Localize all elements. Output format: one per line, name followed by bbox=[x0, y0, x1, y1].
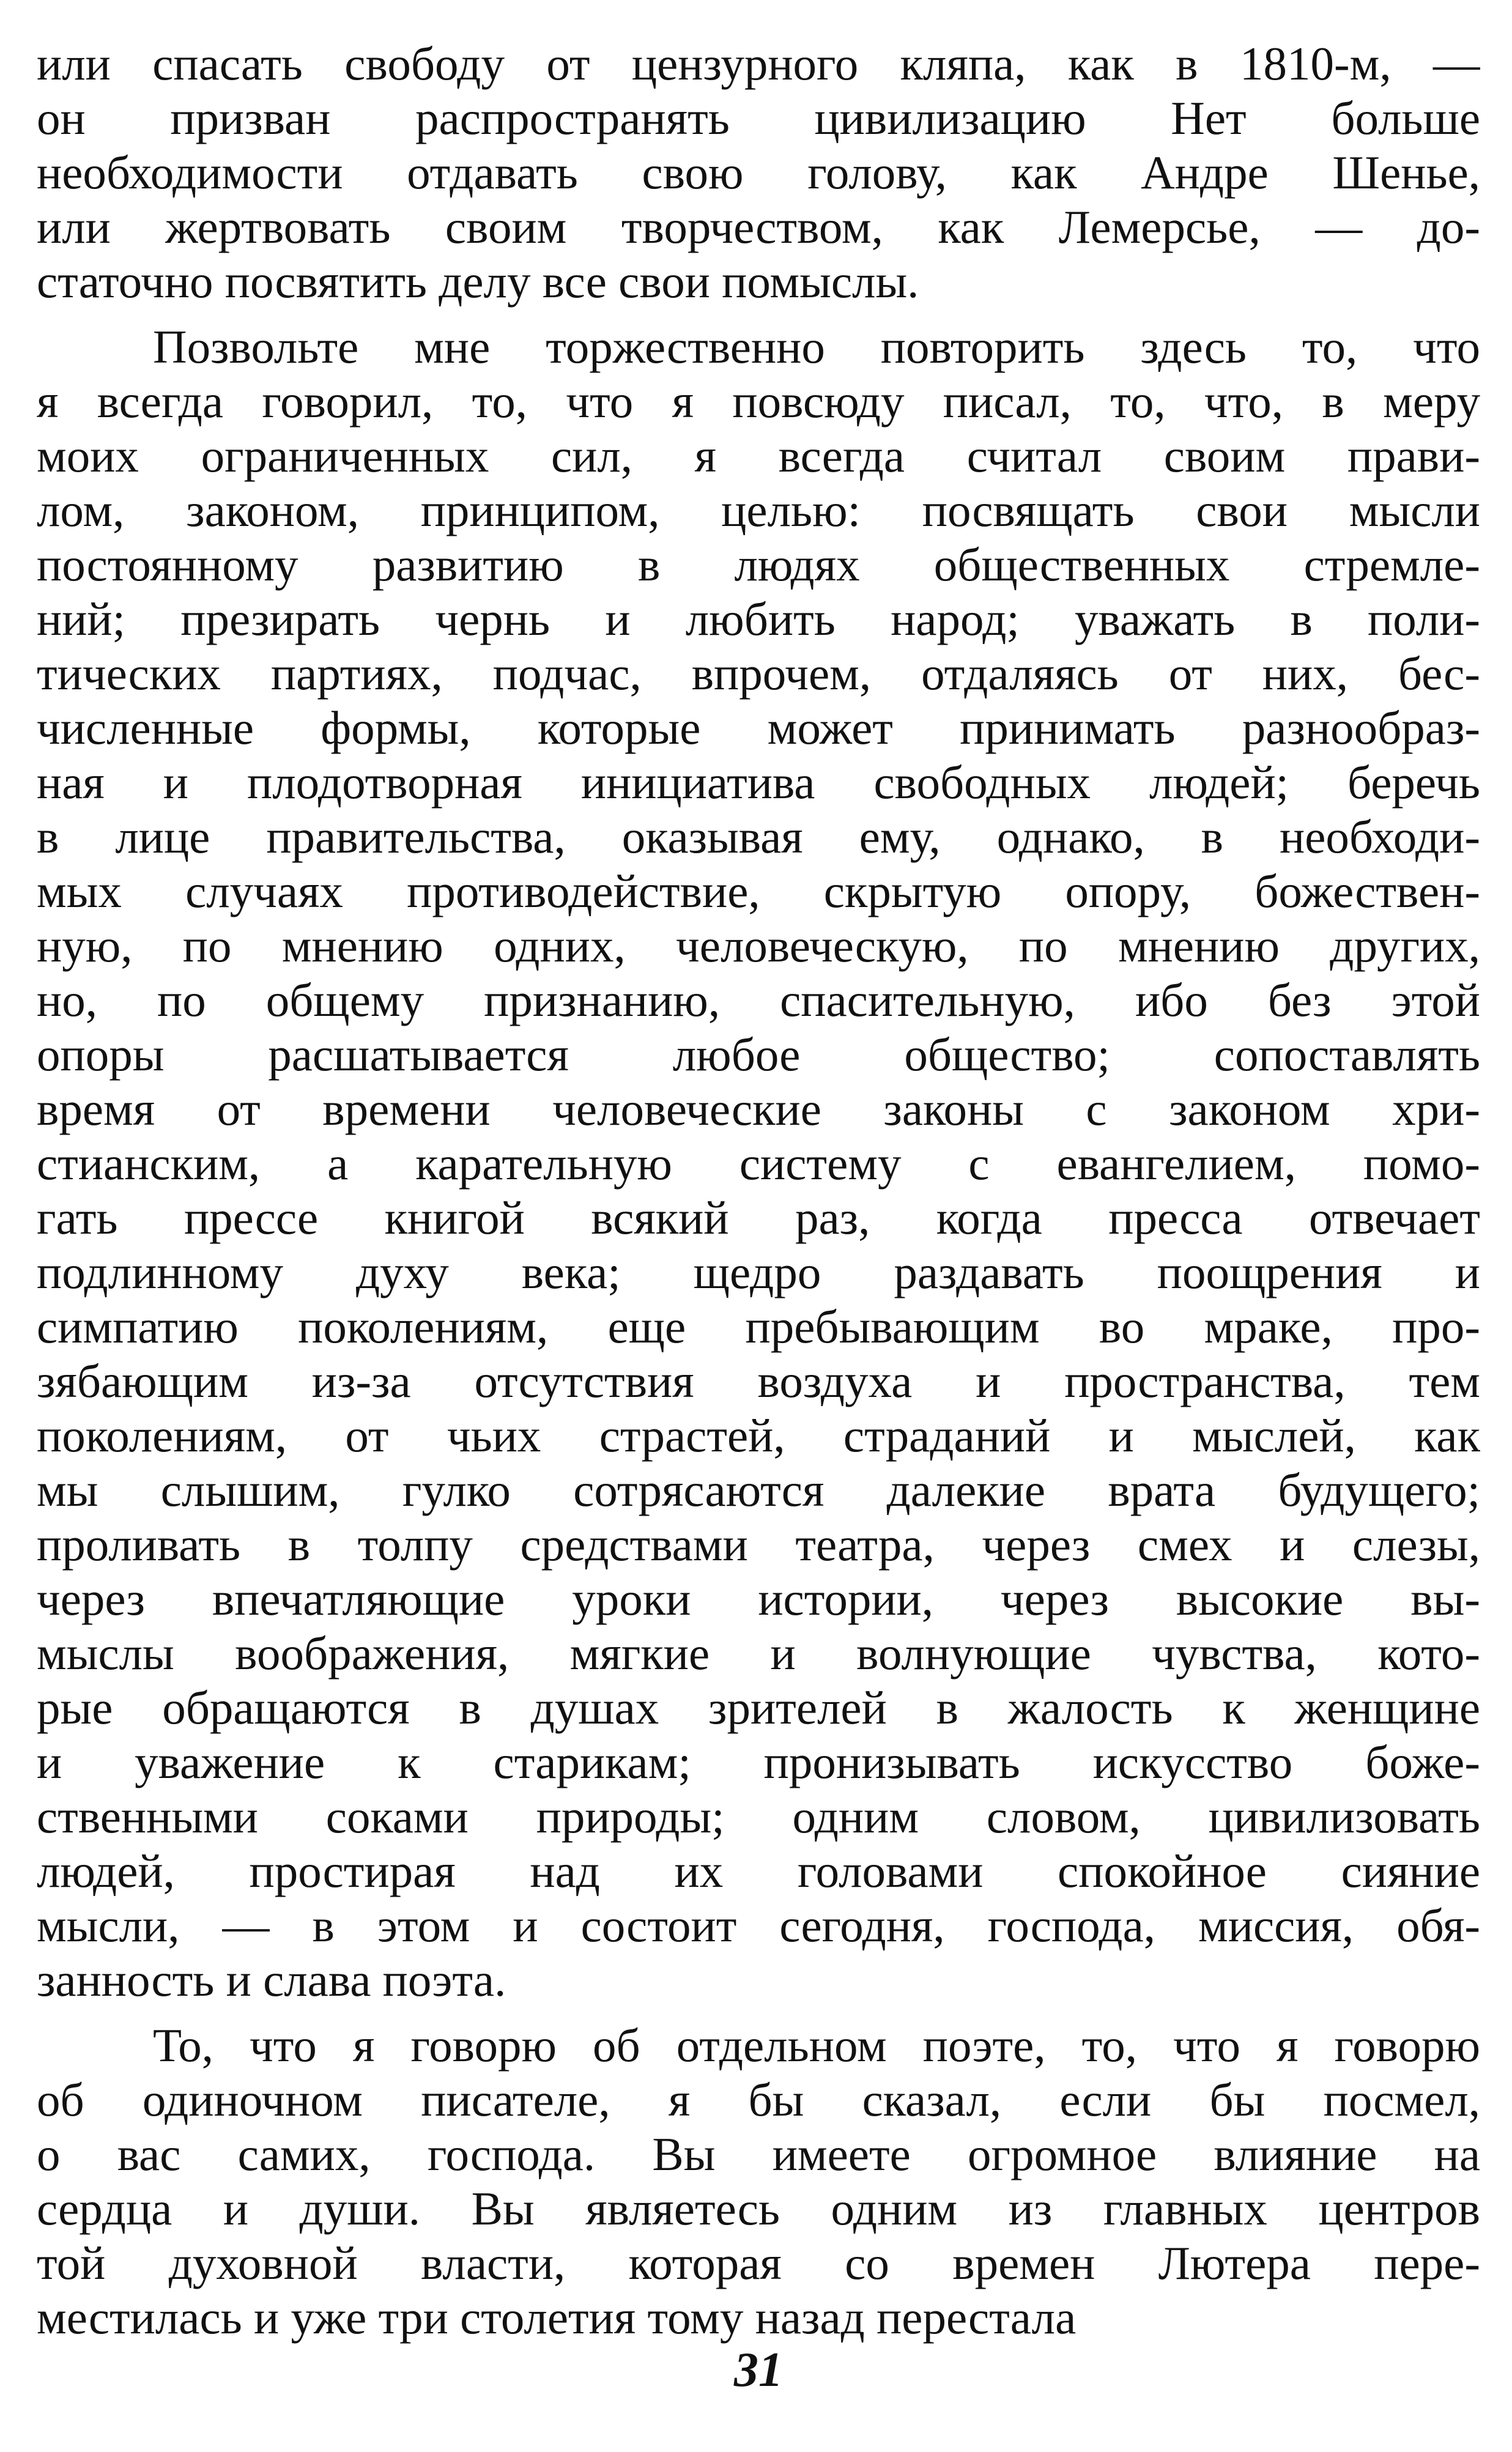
text-line: ний; презирать чернь и любить народ; уважать в поли- bbox=[37, 593, 1480, 645]
text-line: ную, по мнению одних, человеческую, по мнению других, bbox=[37, 919, 1480, 972]
text-line: в лице правительства, оказывая ему, однако, в необходи- bbox=[37, 810, 1480, 863]
text-line: но, по общему признанию, спасительную, ибо без этой bbox=[37, 974, 1480, 1026]
text-line: мы слышим, гулко сотрясаются далекие врата будущего; bbox=[37, 1464, 1480, 1516]
text-line: местилась и уже три столетия тому назад перестала bbox=[37, 2291, 1077, 2344]
text-line: и уважение к старикам; пронизывать искусство боже- bbox=[37, 1736, 1480, 1788]
text-line: поколениям, от чьих страстей, страданий и мыслей, как bbox=[37, 1409, 1480, 1462]
text-line: он призван распространять цивилизацию Нет больше bbox=[37, 92, 1480, 144]
text-line: время от времени человеческие законы с законом хри- bbox=[37, 1083, 1480, 1135]
text-line: ная и плодотворная инициатива свободных людей; беречь bbox=[37, 756, 1480, 809]
text-line: ственными соками природы; одним словом, цивилизовать bbox=[37, 1790, 1480, 1843]
text-line: о вас самих, господа. Вы имеете огромное влияние на bbox=[37, 2128, 1480, 2180]
document-page bbox=[37, 37, 1480, 2410]
paragraph bbox=[37, 37, 1480, 309]
text-line: моих ограниченных сил, я всегда считал своим прави- bbox=[37, 429, 1480, 482]
page-number: 31 bbox=[734, 2343, 783, 2397]
text-line: Позвольте мне торжественно повторить здесь то, что bbox=[153, 320, 1480, 373]
text-line: я всегда говорил, то, что я повсюду писал, то, что, в меру bbox=[37, 375, 1480, 428]
text-line: численные формы, которые может принимать разнообраз- bbox=[37, 702, 1480, 754]
text-line: людей, простирая над их головами спокойное сияние bbox=[37, 1845, 1480, 1897]
text-line: об одиночном писателе, я бы сказал, если бы посмел, bbox=[37, 2073, 1480, 2126]
paragraph bbox=[37, 320, 1480, 2007]
text-line: подлинному духу века; щедро раздавать поощрения и bbox=[37, 1246, 1480, 1298]
text-line: зябающим из-за отсутствия воздуха и пространства, тем bbox=[37, 1355, 1480, 1407]
paragraph bbox=[37, 2018, 1480, 2345]
text-line: или жертвовать своим творчеством, как Лемерсье, — до- bbox=[37, 201, 1480, 253]
text-line: сердца и души. Вы являетесь одним из главных центров bbox=[37, 2182, 1480, 2235]
text-line: лом, законом, принципом, целью: посвящать свои мысли bbox=[37, 484, 1480, 536]
text-line: То, что я говорю об отдельном поэте, то, что я говорю bbox=[153, 2019, 1480, 2072]
text-line: мысли, — в этом и состоит сегодня, господа, миссия, обя- bbox=[37, 1899, 1480, 1952]
text-line: симпатию поколениям, еще пребывающим во мраке, про- bbox=[37, 1300, 1480, 1353]
text-line: или спасать свободу от цензурного кляпа, как в 1810-м, — bbox=[37, 37, 1480, 90]
text-line: проливать в толпу средствами театра, через смех и слезы, bbox=[37, 1518, 1480, 1571]
text-line: мых случаях противодействие, скрытую опору, божествен- bbox=[37, 865, 1480, 917]
text-line: стианским, а карательную систему с евангелием, помо- bbox=[37, 1137, 1480, 1190]
text-line: той духовной власти, которая со времен Лютера пере- bbox=[37, 2237, 1480, 2289]
text-line: необходимости отдавать свою голову, как Андре Шенье, bbox=[37, 146, 1480, 199]
text-line: гать прессе книгой всякий раз, когда пресса отвечает bbox=[37, 1191, 1480, 1244]
text-body bbox=[37, 37, 1480, 2345]
text-line: опоры расшатывается любое общество; сопоставлять bbox=[37, 1028, 1480, 1081]
text-line: тических партиях, подчас, впрочем, отдаляясь от них, бес- bbox=[37, 647, 1480, 700]
text-line: статочно посвятить делу все свои помыслы. bbox=[37, 255, 919, 308]
text-line: занность и слава поэта. bbox=[37, 1954, 506, 2006]
text-line: через впечатляющие уроки истории, через высокие вы- bbox=[37, 1572, 1480, 1625]
text-line: мыслы воображения, мягкие и волнующие чувства, кото- bbox=[37, 1627, 1480, 1680]
text-line: постоянному развитию в людях общественных стремле- bbox=[37, 538, 1480, 591]
text-line: рые обращаются в душах зрителей в жалость к женщине bbox=[37, 1681, 1480, 1734]
